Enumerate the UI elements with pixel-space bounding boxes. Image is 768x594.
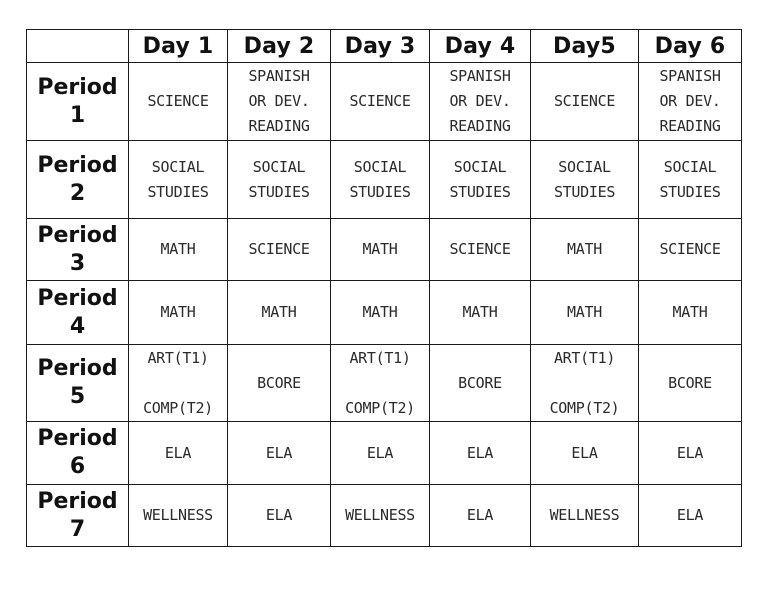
schedule-row [27,345,742,422]
subject-cell [531,63,639,141]
period-label-line: Period [37,356,118,381]
period-label [27,485,129,547]
subject-line: STUDIES [659,182,721,201]
subject-cell [531,485,639,547]
subject-cell [129,345,228,422]
period-label-line: 7 [69,516,86,542]
schedule-body [27,63,742,547]
subject-line: MATH [160,240,196,258]
subject-cell [129,281,228,345]
subject-line: COMP(T2) [143,398,213,417]
subject-cell [129,219,228,281]
subject-cell [430,219,531,281]
subject-cell [639,219,742,281]
subject-line: SCIENCE [553,92,616,110]
subject-cell [129,422,228,485]
subject-cell [228,281,331,345]
subject-line: MATH [160,303,196,321]
subject-line: COMP(T2) [345,398,415,417]
subject-cell [531,281,639,345]
subject-line: SOCIAL [151,157,205,176]
schedule-row [27,141,742,219]
subject-line: ELA [571,443,598,462]
subject-cell [331,422,430,485]
subject-line: MATH [672,303,708,321]
subject-line: SOCIAL [252,157,306,176]
corner-header [27,30,129,63]
subject-line: BCORE [458,373,502,392]
period-label [27,63,129,141]
subject-line: SPANISH [659,67,721,85]
subject-cell [228,63,331,141]
period-label-line: 3 [69,250,86,276]
subject-line: ELA [265,443,293,462]
subject-line: READING [449,117,511,135]
period-label-line: Period [37,74,118,100]
period-label-line: Period [37,285,118,311]
subject-line: COMP(T2) [549,398,620,417]
subject-cell [430,422,531,485]
subject-line: STUDIES [147,182,209,201]
subject-cell [331,345,430,422]
subject-cell [531,345,639,422]
subject-line: BCORE [257,373,301,392]
subject-line: READING [659,117,721,135]
period-label [27,345,129,422]
subject-line: SOCIAL [453,157,507,176]
subject-line: ELA [466,506,494,524]
subject-cell [531,219,639,281]
subject-cell [228,345,331,422]
subject-line: SPANISH [248,67,310,85]
subject-line: WELLNESS [549,506,620,524]
schedule-row [27,281,742,345]
subject-line: MATH [567,240,602,258]
subject-cell [639,141,742,219]
subject-cell [639,63,742,141]
subject-line: STUDIES [553,182,616,201]
subject-line: ELA [366,443,394,462]
subject-line: WELLNESS [345,506,415,524]
subject-cell [639,485,742,547]
subject-line: OR DEV. [248,92,310,110]
subject-line: SCIENCE [147,92,209,110]
subject-line: SCIENCE [349,92,411,110]
subject-cell [228,485,331,547]
subject-spacer [331,371,429,396]
subject-line: OR DEV. [449,92,511,110]
subject-cell [129,63,228,141]
header-row [27,30,742,63]
period-label-line: 1 [69,102,86,128]
subject-cell [228,141,331,219]
subject-cell [639,422,742,485]
subject-line: OR DEV. [659,92,721,110]
subject-line: BCORE [668,373,712,392]
subject-line: ART(T1) [349,348,411,367]
subject-cell [129,485,228,547]
subject-cell [531,141,639,219]
period-label-line: Period [37,152,118,178]
subject-cell [129,141,228,219]
subject-line: ELA [676,506,704,524]
day-header: Day 2 [228,30,331,63]
subject-cell [331,141,430,219]
subject-line: ELA [466,443,494,462]
subject-cell [331,219,430,281]
subject-line: SOCIAL [663,157,717,176]
subject-spacer [129,371,227,396]
subject-cell [228,219,331,281]
subject-line: SPANISH [449,67,511,85]
subject-cell [639,345,742,422]
subject-cell [430,281,531,345]
schedule-row [27,63,742,141]
subject-line: MATH [567,303,602,321]
day-header: Day 6 [639,30,742,63]
subject-line: ART(T1) [553,348,616,367]
day-header: Day 1 [129,30,228,63]
subject-line: SOCIAL [353,157,407,176]
period-label-line: Period [37,488,118,514]
subject-cell [430,345,531,422]
subject-cell [430,485,531,547]
period-label-line: 6 [69,454,86,479]
subject-line: MATH [462,303,498,321]
period-label [27,422,129,485]
subject-spacer [531,371,638,396]
subject-cell [639,281,742,345]
period-label-line: 5 [69,384,86,409]
subject-line: STUDIES [248,182,310,201]
subject-line: ELA [164,443,192,462]
subject-cell [430,141,531,219]
period-label-line: 4 [69,313,86,339]
period-label [27,141,129,219]
day-header: Day5 [531,30,639,63]
day-header: Day 4 [430,30,531,63]
subject-cell [331,63,430,141]
subject-line: MATH [261,303,297,321]
period-label-line: Period [37,426,118,451]
period-label-line: 2 [69,180,86,206]
day-header: Day 3 [331,30,430,63]
subject-line: READING [248,117,310,135]
period-label [27,219,129,281]
subject-line: MATH [362,303,398,321]
subject-line: STUDIES [449,182,511,201]
subject-line: MATH [362,240,398,258]
subject-line: STUDIES [349,182,411,201]
subject-line: WELLNESS [143,506,213,524]
schedule-row [27,485,742,547]
subject-cell [331,485,430,547]
schedule-row [27,422,742,485]
subject-cell [531,422,639,485]
subject-line: ART(T1) [147,348,209,367]
schedule-table [26,29,742,547]
subject-line: ELA [265,506,293,524]
period-label-line: Period [37,222,118,248]
subject-cell [430,63,531,141]
subject-line: SCIENCE [248,240,310,258]
subject-cell [228,422,331,485]
period-label [27,281,129,345]
subject-line: SOCIAL [558,157,611,176]
subject-cell [331,281,430,345]
subject-line: SCIENCE [659,240,721,258]
schedule-row [27,219,742,281]
subject-line: ELA [676,443,704,462]
subject-line: SCIENCE [449,240,511,258]
